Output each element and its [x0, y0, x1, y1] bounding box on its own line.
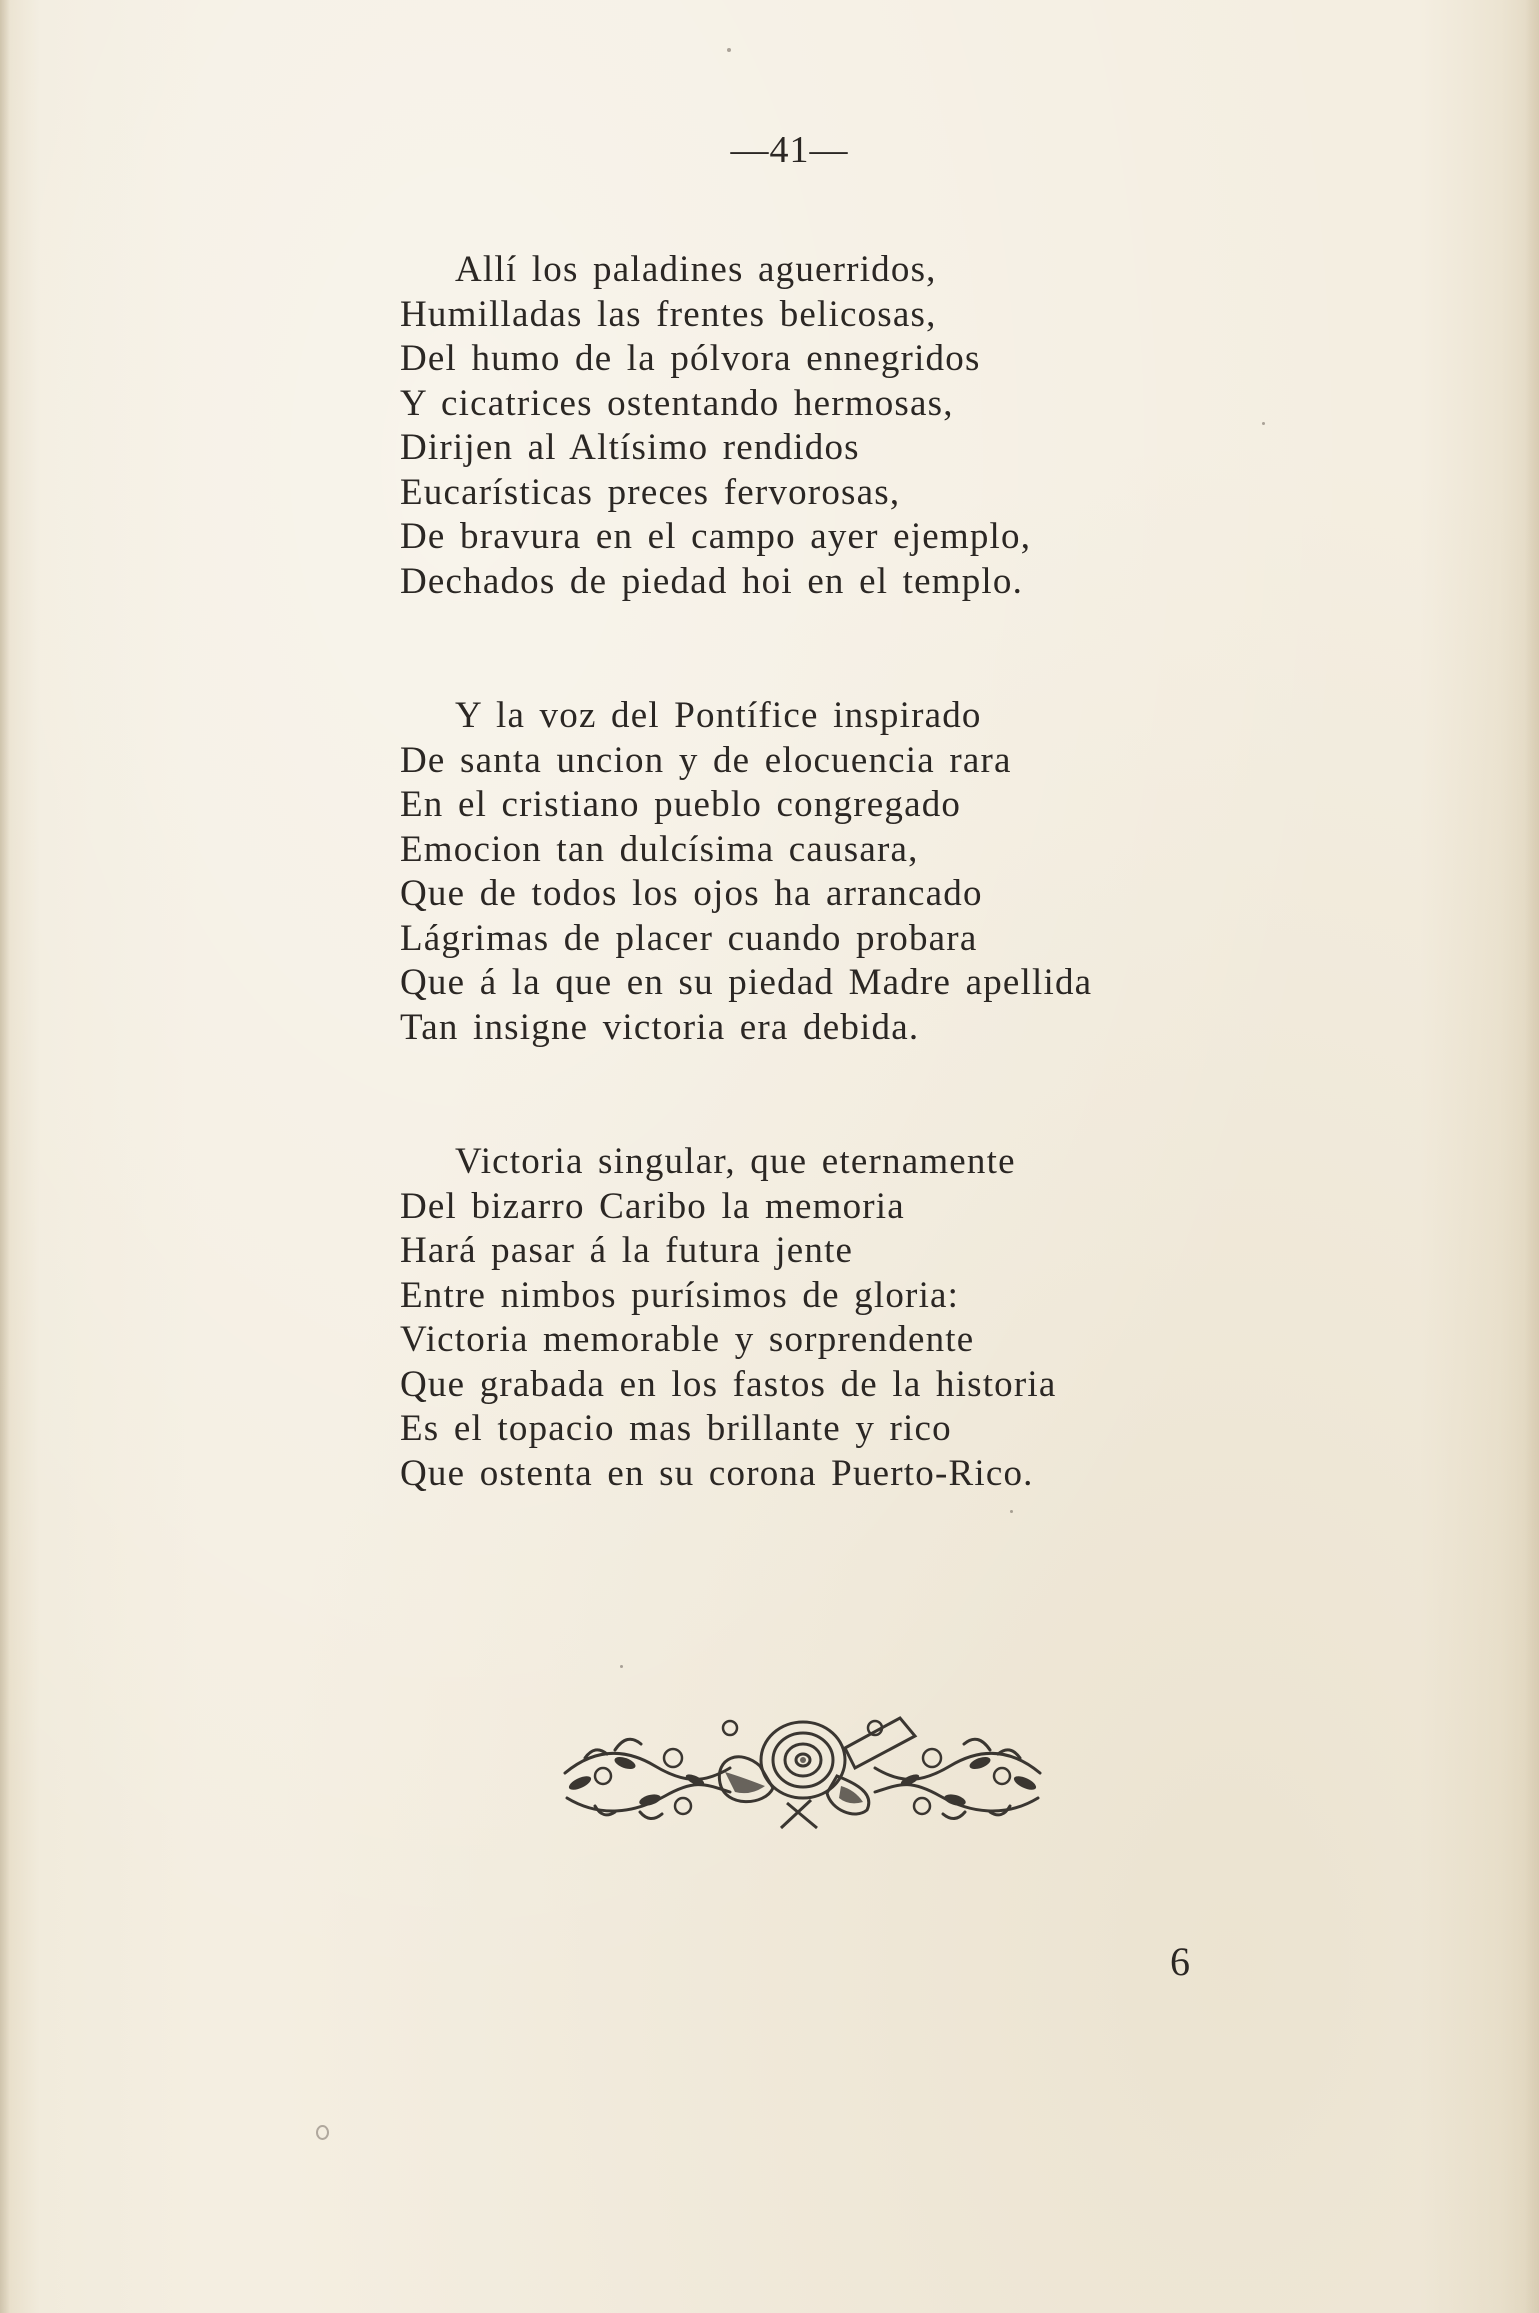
- verse-line: Emocion tan dulcísima causara,: [400, 828, 919, 870]
- floral-vignette-icon: [555, 1688, 1050, 1833]
- stanza: [400, 248, 1220, 604]
- paper-speck: [1262, 422, 1265, 425]
- verse-line: Lágrimas de placer cuando probara: [400, 917, 978, 959]
- page-number: —41—: [730, 129, 849, 171]
- verse-line: Y la voz del Pontífice inspirado: [455, 695, 982, 736]
- verse-line: Entre nimbos purísimos de gloria:: [400, 1274, 960, 1316]
- verse-line: Del humo de la pólvora ennegridos: [400, 338, 981, 379]
- signature-mark: 6: [1170, 1939, 1190, 1984]
- verse-line: Del bizarro Caribo la memoria: [400, 1185, 905, 1227]
- verse-line: Eucarísticas preces fervorosas,: [400, 471, 901, 513]
- verse-line: Dirijen al Altísimo rendidos: [400, 427, 860, 468]
- verse-line: En el cristiano pueblo congregado: [400, 784, 962, 825]
- verse-line: Allí los paladines aguerridos,: [455, 249, 937, 290]
- verse-line: Victoria memorable y sorprendente: [400, 1319, 975, 1360]
- paper-speck: [1010, 1510, 1013, 1513]
- verse-line: Tan insigne victoria era debida.: [400, 1006, 920, 1048]
- verse-line: Hará pasar á la futura jente: [400, 1230, 854, 1271]
- verse-line: Humilladas las frentes belicosas,: [400, 293, 937, 335]
- page-left-edge: [0, 0, 10, 2313]
- stanza: [400, 694, 1220, 1050]
- verse-line: Que de todos los ojos ha arrancado: [400, 873, 983, 914]
- paper-speck: [620, 1665, 623, 1668]
- page-right-edge: [1525, 0, 1539, 2313]
- verse-line: Y cicatrices ostentando hermosas,: [400, 382, 954, 424]
- verse-line: Victoria singular, que eternamente: [455, 1141, 1016, 1182]
- verse-line: Dechados de piedad hoi en el templo.: [400, 560, 1024, 602]
- verse-line: Es el topacio mas brillante y rico: [400, 1408, 952, 1449]
- verse-line: Que ostenta en su corona Puerto-Rico.: [400, 1452, 1034, 1494]
- stanza: [400, 1140, 1220, 1496]
- verse-line: De santa uncion y de elocuencia rara: [400, 739, 1012, 781]
- verse-line: Que á la que en su piedad Madre apellida: [400, 962, 1093, 1003]
- verse-line: Que grabada en los fastos de la historia: [400, 1363, 1057, 1405]
- paper-speck: [727, 48, 731, 52]
- verse-line: De bravura en el campo ayer ejemplo,: [400, 516, 1032, 557]
- paper-speck: [316, 2125, 329, 2140]
